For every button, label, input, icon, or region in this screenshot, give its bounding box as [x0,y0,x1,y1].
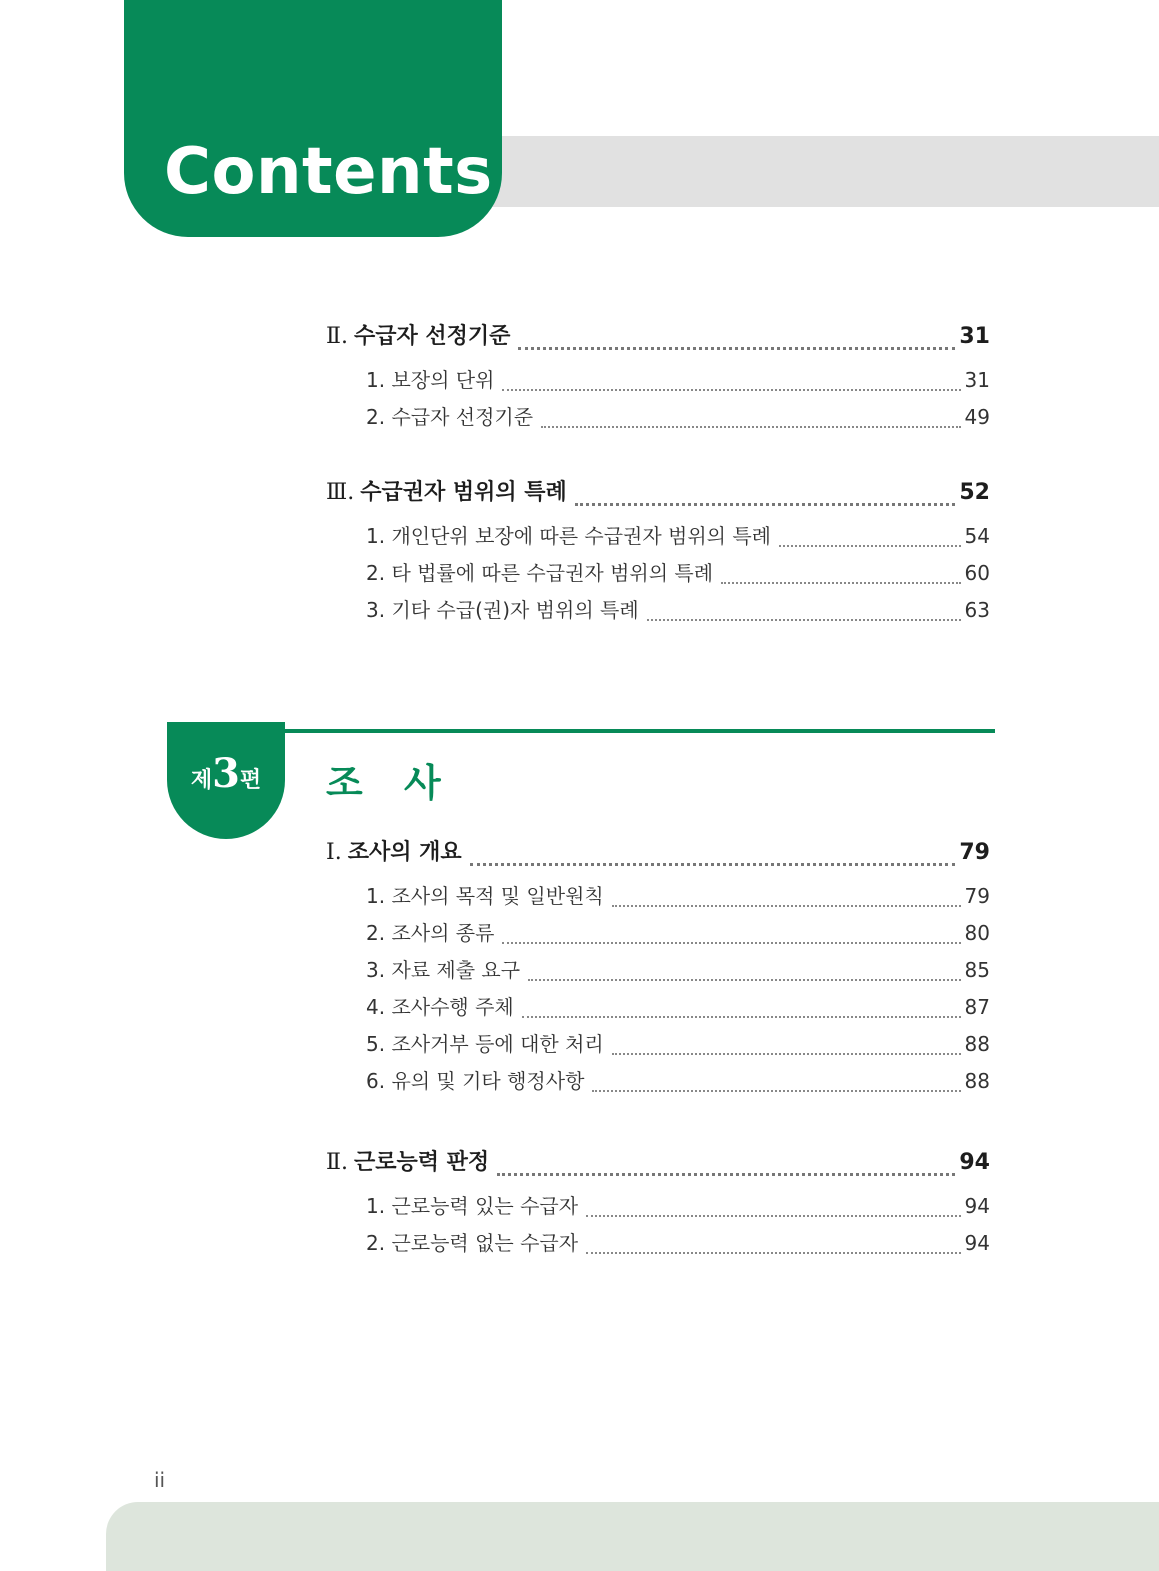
part-divider-line [285,729,995,733]
dot-leader [541,426,961,428]
page-number: 94 [964,1194,990,1218]
section-title: 수급권자 범위의 특례 [360,480,567,505]
toc-item[interactable] [326,592,990,629]
dot-leader [721,582,961,584]
toc-item-label: 2. 근로능력 없는 수급자 [366,1231,579,1255]
page-number: 49 [964,405,990,429]
footer-band [106,1502,1159,1571]
page-number: 63 [964,598,990,622]
page-number: 94 [959,1150,990,1175]
page-number: 79 [964,884,990,908]
toc-item[interactable] [326,915,990,952]
dot-leader [647,619,961,621]
toc-top [326,318,990,629]
section-title: 수급자 선정기준 [353,324,511,349]
dot-leader [592,1090,960,1092]
page-number: 60 [964,561,990,585]
toc-item-label: 2. 조사의 종류 [366,921,495,945]
dot-leader [497,1173,955,1176]
page-number: 54 [964,524,990,548]
toc-item-label: 2. 타 법률에 따른 수급권자 범위의 특례 [366,561,714,585]
page-number: 88 [964,1069,990,1093]
toc-item[interactable] [326,1063,990,1100]
toc-bottom [326,834,990,1262]
part-badge [167,722,285,839]
toc-item[interactable] [326,399,990,436]
dot-leader [502,942,960,944]
page-number: 85 [964,958,990,982]
toc-item-label: 3. 기타 수급(권)자 범위의 특례 [366,598,639,622]
section-number: Ⅰ. [326,840,342,865]
contents-header-tab [124,0,502,237]
page-number: 79 [959,840,990,865]
part-number: 3 [212,750,240,797]
toc-item-label: 5. 조사거부 등에 대한 처리 [366,1032,604,1056]
part-suffix: 편 [239,768,262,793]
toc-item-label: 3. 자료 제출 요구 [366,958,521,982]
toc-item[interactable] [326,362,990,399]
dot-leader [779,545,961,547]
dot-leader [518,347,955,350]
page-number: 87 [964,995,990,1019]
toc-item-label: 1. 근로능력 있는 수급자 [366,1194,579,1218]
part-title: 조 사 [326,761,455,805]
page-folio: ii [154,1468,166,1492]
page-number: 52 [959,480,990,505]
section-title: 근로능력 판정 [353,1150,490,1175]
page-number: 94 [964,1231,990,1255]
toc-item[interactable] [326,952,990,989]
page-number: 80 [964,921,990,945]
header-band [450,136,1159,207]
dot-leader [502,389,960,391]
toc-section[interactable] [326,834,990,872]
dot-leader [612,1053,961,1055]
page-number: 31 [964,368,990,392]
toc-item[interactable] [326,989,990,1026]
toc-item[interactable] [326,1026,990,1063]
toc-item[interactable] [326,878,990,915]
page-number: 88 [964,1032,990,1056]
toc-item[interactable] [326,518,990,555]
toc-section[interactable] [326,1144,990,1182]
toc-item-label: 6. 유의 및 기타 행정사항 [366,1069,585,1093]
toc-item[interactable] [326,1225,990,1262]
page-title: Contents [164,135,493,209]
toc-item-label: 1. 조사의 목적 및 일반원칙 [366,884,604,908]
dot-leader [470,863,956,866]
toc-section[interactable] [326,318,990,356]
dot-leader [522,1016,961,1018]
dot-leader [528,979,960,981]
toc-item-label: 4. 조사수행 주체 [366,995,514,1019]
dot-leader [612,905,961,907]
dot-leader [586,1252,961,1254]
dot-leader [575,503,956,506]
section-number: Ⅱ. [326,324,348,349]
toc-section[interactable] [326,474,990,512]
toc-item-label: 1. 보장의 단위 [366,368,495,392]
dot-leader [586,1215,961,1217]
section-title: 조사의 개요 [347,840,462,865]
toc-item-label: 2. 수급자 선정기준 [366,405,534,429]
part-prefix: 제 [190,768,213,793]
toc-item[interactable] [326,1188,990,1225]
toc-item[interactable] [326,555,990,592]
section-number: Ⅲ. [326,480,355,505]
toc-item-label: 1. 개인단위 보장에 따른 수급권자 범위의 특례 [366,524,771,548]
section-number: Ⅱ. [326,1150,348,1175]
page-number: 31 [959,324,990,349]
